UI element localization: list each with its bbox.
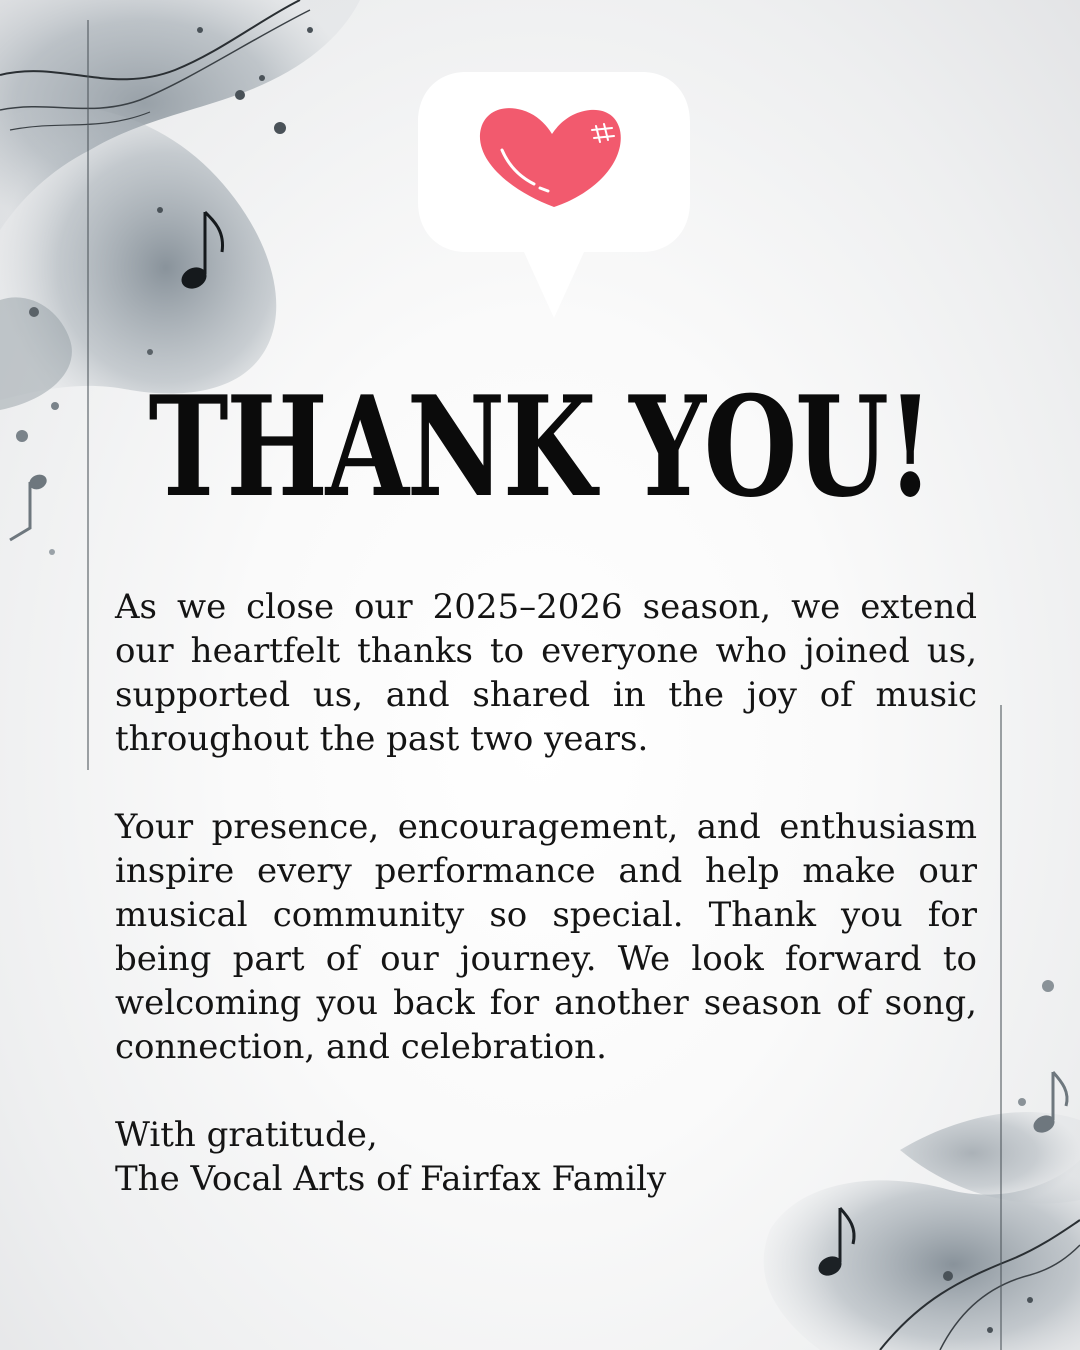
- page-title: THANK YOU!: [148, 365, 932, 528]
- message-body: [115, 585, 977, 1201]
- message-paragraph: Your presence, encouragement, and enthusiasm inspire every performance and help make our musical community so special. Thank you for being part of our journey. We look forward to welcoming you back for another season of song, connection, and celebration.: [115, 807, 977, 1067]
- closing-line: With gratitude,: [115, 1115, 378, 1155]
- signature-block: [115, 1113, 977, 1201]
- music-note-icon: [10, 472, 49, 540]
- speech-bubble-icon: [418, 72, 690, 320]
- message-paragraph: As we close our 2025–2026 season, we extend our heartfelt thanks to everyone who joined us, supported us, and shared in the joy of music throughout the past two years.: [115, 587, 977, 759]
- signature-line: The Vocal Arts of Fairfax Family: [115, 1159, 667, 1199]
